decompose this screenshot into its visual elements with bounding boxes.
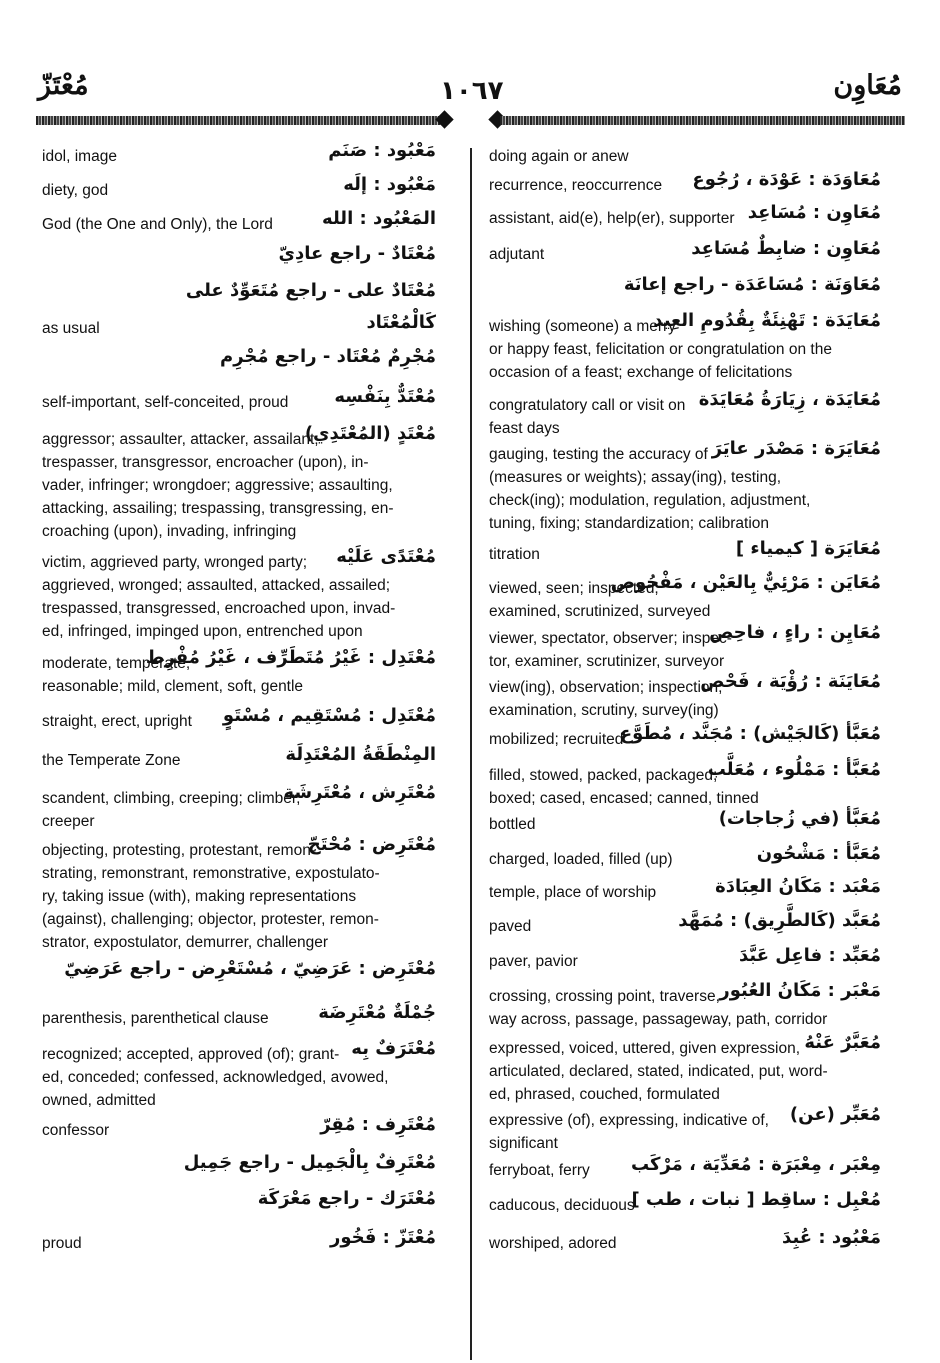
dictionary-entry: [42, 782, 436, 833]
dictionary-entry: [489, 1227, 881, 1255]
definition-line: temple, place of worship: [489, 884, 657, 901]
dictionary-entry: [42, 1114, 436, 1142]
definition-line: scandent, climbing, creeping; climber,: [42, 790, 301, 807]
definition-line: ed, infringed, impinged upon, entrenched upon: [42, 623, 363, 640]
arabic-headword: مُعْتَدًى عَلَيْه: [336, 546, 436, 567]
arabic-headword: مُجْرِمٌ مُعْتَاد - راجع مُجْرِم: [220, 346, 436, 367]
definition-line: aggrieved, wronged; assaulted, attacked, assailed;: [42, 577, 391, 594]
arabic-headword: مُعَبَّأ (في زُجاجات): [718, 808, 881, 829]
definition-line: (measures or weights); assay(ing), testing,: [489, 469, 782, 486]
definition-line: owned, admitted: [42, 1092, 156, 1109]
dictionary-entry: [489, 945, 881, 973]
dictionary-entry: [489, 238, 881, 266]
arabic-headword: مُعَاوَنَة : مُسَاعَدَة - راجع إعانَة: [623, 274, 881, 295]
dictionary-entry: [489, 572, 881, 623]
definition-line: examined, scrutinized, surveyed: [489, 603, 711, 620]
definition-line: worshiped, adored: [489, 1235, 617, 1252]
arabic-headword: مُعَايَرَة : مَصْدَر عايَرَ: [711, 438, 881, 459]
definition-line: gauging, testing the accuracy of: [489, 446, 708, 463]
arabic-headword: مُعَاوِن : ضابِطٌ مُسَاعِد: [691, 238, 881, 259]
definition-line: straight, erect, upright: [42, 713, 192, 730]
header-left-word: مُعْتَزّ: [38, 70, 89, 101]
definition-line: viewed, seen; inspected,: [489, 580, 659, 597]
definition-line: adjutant: [489, 246, 545, 263]
arabic-headword: مُعَاوَدَة : عَوْدَة ، رُجُوع: [692, 169, 881, 190]
arabic-headword: مَعْبُود : صَنَم: [328, 140, 436, 161]
definition-line: reasonable; mild, clement, soft, gentle: [42, 678, 304, 695]
definition-line: God (the One and Only), the Lord: [42, 216, 273, 233]
english-definition: [42, 428, 436, 543]
arabic-headword: مُعَايَن : مَرْئِيٌّ بِالعَيْن ، مَفْحُوص: [610, 572, 881, 593]
dictionary-entry: [489, 1032, 881, 1106]
definition-line: ferryboat, ferry: [489, 1162, 590, 1179]
definition-line: boxed; cased, encased; canned, tinned: [489, 790, 759, 807]
arabic-headword: مُعْتَدٌّ بِنَفْسِه: [334, 386, 436, 407]
dictionary-entry: [489, 169, 881, 197]
arabic-headword: مَعْبَد : مَكَانُ العِبَادَة: [715, 876, 881, 897]
dictionary-entry: [489, 538, 881, 566]
dictionary-entry: [42, 140, 436, 168]
arabic-headword: مُعْتَدِل : غَيْرُ مُتَطَرِّف ، غَيْرُ مُفْرِط: [145, 647, 436, 668]
definition-line: ed, phrased, couched, formulated: [489, 1086, 720, 1103]
definition-line: check(ing); modulation, regulation, adjustment,: [489, 492, 811, 509]
arabic-headword: مَعْبُود : إلَه: [343, 174, 436, 195]
arabic-headword: جُمْلَةٌ مُعْتَرِضَة: [318, 1002, 436, 1023]
column-divider: [470, 148, 472, 1360]
dictionary-entry: [42, 312, 436, 340]
definition-line: recurrence, reoccurrence: [489, 177, 663, 194]
definition-line: ry, taking issue (with), making representations: [42, 888, 357, 905]
arabic-headword: مُعَايَنَة : رُؤْيَة ، فَحْص: [700, 671, 881, 692]
definition-line: titration: [489, 546, 540, 563]
definition-line: examination, scrutiny, survey(ing): [489, 702, 719, 719]
definition-line: feast days: [489, 420, 560, 437]
arabic-headword: مُعْتَرَفٌ بِه: [351, 1038, 436, 1059]
definition-line: confessor: [42, 1122, 110, 1139]
arabic-headword: مُعْتَزّ : فَخُور: [330, 1227, 436, 1248]
dictionary-entry: [489, 980, 881, 1031]
dictionary-entry: [489, 1154, 881, 1182]
right-header-rule: [488, 112, 906, 129]
definition-line: objecting, protesting, protestant, remon-: [42, 842, 316, 859]
definition-line: trespassed, transgressed, encroached upon, invad-: [42, 600, 396, 617]
dictionary-entry: [42, 744, 436, 772]
definition-line: self-important, self-conceited, proud: [42, 394, 289, 411]
definition-line: significant: [489, 1135, 558, 1152]
definition-line: filled, stowed, packed, packaged;: [489, 767, 718, 784]
definition-line: occasion of a feast; exchange of felicitations: [489, 364, 793, 381]
page-number: ١٠٦٧: [440, 76, 504, 106]
dictionary-entry: [489, 202, 881, 230]
arabic-headword: مُعَايَدَة ، زِيَارَةُ مُعَايَدَة: [698, 389, 881, 410]
definition-line: congratulatory call or visit on: [489, 397, 686, 414]
definition-line: paved: [489, 918, 532, 935]
definition-line: attacking, assailing; trespassing, transgressing, en-: [42, 500, 394, 517]
dictionary-entry: [42, 647, 436, 698]
english-definition: [42, 839, 436, 954]
arabic-headword: مُعَاوِن : مُسَاعِد: [747, 202, 881, 223]
definition-line: creeper: [42, 813, 95, 830]
arabic-headword: المِنْطَقَةُ المُعْتَدِلَة: [285, 744, 436, 765]
definition-line: the Temperate Zone: [42, 752, 181, 769]
arabic-headword: كَالْمُعْتَاد: [366, 312, 436, 333]
arabic-headword: مُعَبِّد : فاعِل عَبَّدَ: [739, 945, 881, 966]
definition-line: or happy feast, felicitation or congratulation on the: [489, 341, 832, 358]
dictionary-entry: [489, 622, 881, 673]
definition-line: expressed, voiced, uttered, given expression,: [489, 1040, 801, 1057]
definition-line: strator, expostulator, demurrer, challenger: [42, 934, 329, 951]
dictionary-entry: [489, 808, 881, 836]
definition-line: view(ing), observation; inspection,: [489, 679, 723, 696]
dictionary-entry: [42, 1038, 436, 1112]
arabic-headword: مُعَبَّأ : مَشْحُون: [756, 843, 881, 864]
arabic-headword: مُعْبِل : ساقِط [ نبات ، طب ]: [631, 1189, 881, 1210]
definition-line: assistant, aid(e), help(er), supporter: [489, 210, 735, 227]
dictionary-entry: [489, 1104, 881, 1155]
definition-line: moderate, temperate,: [42, 655, 191, 672]
definition-line: parenthesis, parenthetical clause: [42, 1010, 269, 1027]
dictionary-entry: [42, 834, 436, 954]
dictionary-entry: [489, 876, 881, 904]
arabic-headword: مِعْبَر ، مِعْبَرَة : مُعَدِّيَة ، مَرْكَب: [630, 1154, 881, 1175]
definition-line: as usual: [42, 320, 100, 337]
dictionary-entry: [489, 759, 881, 810]
arabic-headword: مُعْتَدِل : مُسْتَقِيم ، مُسْتَوٍ: [222, 705, 436, 726]
dictionary-entry: [489, 389, 881, 440]
definition-line: doing again or anew: [489, 148, 629, 165]
dictionary-entry: [42, 546, 436, 643]
dictionary-entry: [42, 423, 436, 543]
definition-line: expressive (of), expressing, indicative of,: [489, 1112, 769, 1129]
definition-line: aggressor; assaulter, attacker, assailant;: [42, 431, 319, 448]
definition-line: viewer, spectator, observer; inspec-: [489, 630, 732, 647]
dictionary-entry: [42, 1227, 436, 1255]
arabic-headword: مُعَايِن : راءٍ ، فاحِص: [709, 622, 881, 643]
arabic-headword: مُعَايَدَة : تَهْنِئَةٌ بِقُدُومِ العِيد: [653, 310, 881, 331]
english-definition: [489, 145, 881, 168]
header-right-word: مُعَاوِن: [833, 70, 902, 101]
definition-line: victim, aggrieved party, wronged party;: [42, 554, 308, 571]
dictionary-entry: [42, 1002, 436, 1030]
dictionary-entry: [489, 910, 881, 938]
definition-line: bottled: [489, 816, 536, 833]
definition-line: trespasser, transgressor, encroacher (upon), in-: [42, 454, 369, 471]
definition-line: mobilized; recruited: [489, 731, 624, 748]
arabic-headword: مُعْتَادٌ على - راجع مُتَعَوِّدٌ على: [185, 280, 436, 301]
definition-line: wishing (someone) a merry: [489, 318, 676, 335]
dictionary-entry: [42, 208, 436, 236]
arabic-headword: المَعْبُود : الله: [322, 208, 436, 229]
definition-line: croaching (upon), invading, infringing: [42, 523, 297, 540]
definition-line: proud: [42, 1235, 82, 1252]
arabic-headword: مُعَبِّر (عن): [789, 1104, 881, 1125]
definition-line: diety, god: [42, 182, 109, 199]
definition-line: strating, remonstrant, remonstrative, expostulato-: [42, 865, 380, 882]
arabic-headword: مَعْبُود : عُبِدَ: [782, 1227, 881, 1248]
definition-line: charged, loaded, filled (up): [489, 851, 673, 868]
arabic-headword: مُعْتَرَك - راجع مَعْرَكَة: [257, 1188, 436, 1209]
arabic-headword: مُعَبَّد (كَالطَّرِيق) : مُمَهَّد: [678, 910, 881, 931]
definition-line: idol, image: [42, 148, 117, 165]
dictionary-entry: [489, 310, 881, 384]
arabic-headword: مُعَبَّرٌ عَنْهُ: [804, 1032, 881, 1053]
arabic-headword: مُعْتَرِض : مُحْتَجّ: [307, 834, 436, 855]
definition-line: (against), challenging; objector, protester, remon-: [42, 911, 379, 928]
dictionary-entry: [42, 174, 436, 202]
arabic-headword: مُعَبَّأ : مَمْلُوء ، مُعَلَّب: [707, 759, 881, 780]
arabic-headword: مُعَبَّأ (كَالجَيْش) : مُجَنَّد ، مُطَوَّع: [619, 723, 881, 744]
definition-line: tuning, fixing; standardization; calibration: [489, 515, 770, 532]
definition-line: vader, infringer; wrongdoer; aggressive; assaulting,: [42, 477, 393, 494]
definition-line: ed, conceded; confessed, acknowledged, avowed,: [42, 1069, 389, 1086]
arabic-headword: مُعْتَرِف : مُقِرّ: [320, 1114, 436, 1135]
definition-line: caducous, deciduous: [489, 1197, 635, 1214]
dictionary-entry: [42, 386, 436, 414]
arabic-headword: مُعْتَادٌ - راجع عادِيّ: [278, 243, 436, 264]
definition-line: crossing, crossing point, traverse,: [489, 988, 720, 1005]
dictionary-entry: [489, 1189, 881, 1217]
arabic-headword: مُعْتَرِفٌ بِالْجَمِيل - راجع جَمِيل: [183, 1152, 436, 1173]
left-header-rule: [36, 112, 456, 129]
dictionary-entry: [42, 705, 436, 733]
dictionary-entry: [489, 843, 881, 871]
arabic-headword: مُعْتَدٍ (المُعْتَدِي): [304, 423, 436, 444]
arabic-headword: مُعْتَرِض : عَرَضِيّ ، مُسْتَعْرِض - راجع عَرَضِيّ: [64, 958, 436, 979]
definition-line: tor, examiner, scrutinizer, surveyor: [489, 653, 725, 670]
definition-line: articulated, declared, stated, indicated, put, word-: [489, 1063, 828, 1080]
definition-line: way across, passage, passageway, path, corridor: [489, 1011, 828, 1028]
arabic-headword: مَعْبَر : مَكَانُ العُبُور: [719, 980, 881, 1001]
definition-line: paver, pavior: [489, 953, 578, 970]
arabic-headword: مُعْتَرِش ، مُعْتَرِشَة: [283, 782, 436, 803]
dictionary-entry: [489, 671, 881, 722]
dictionary-entry: [489, 145, 881, 168]
dictionary-entry: [489, 723, 881, 751]
dictionary-entry: [489, 438, 881, 535]
definition-line: recognized; accepted, approved (of); grant-: [42, 1046, 340, 1063]
arabic-headword: مُعَايَرَة [ كيمياء ]: [735, 538, 881, 559]
